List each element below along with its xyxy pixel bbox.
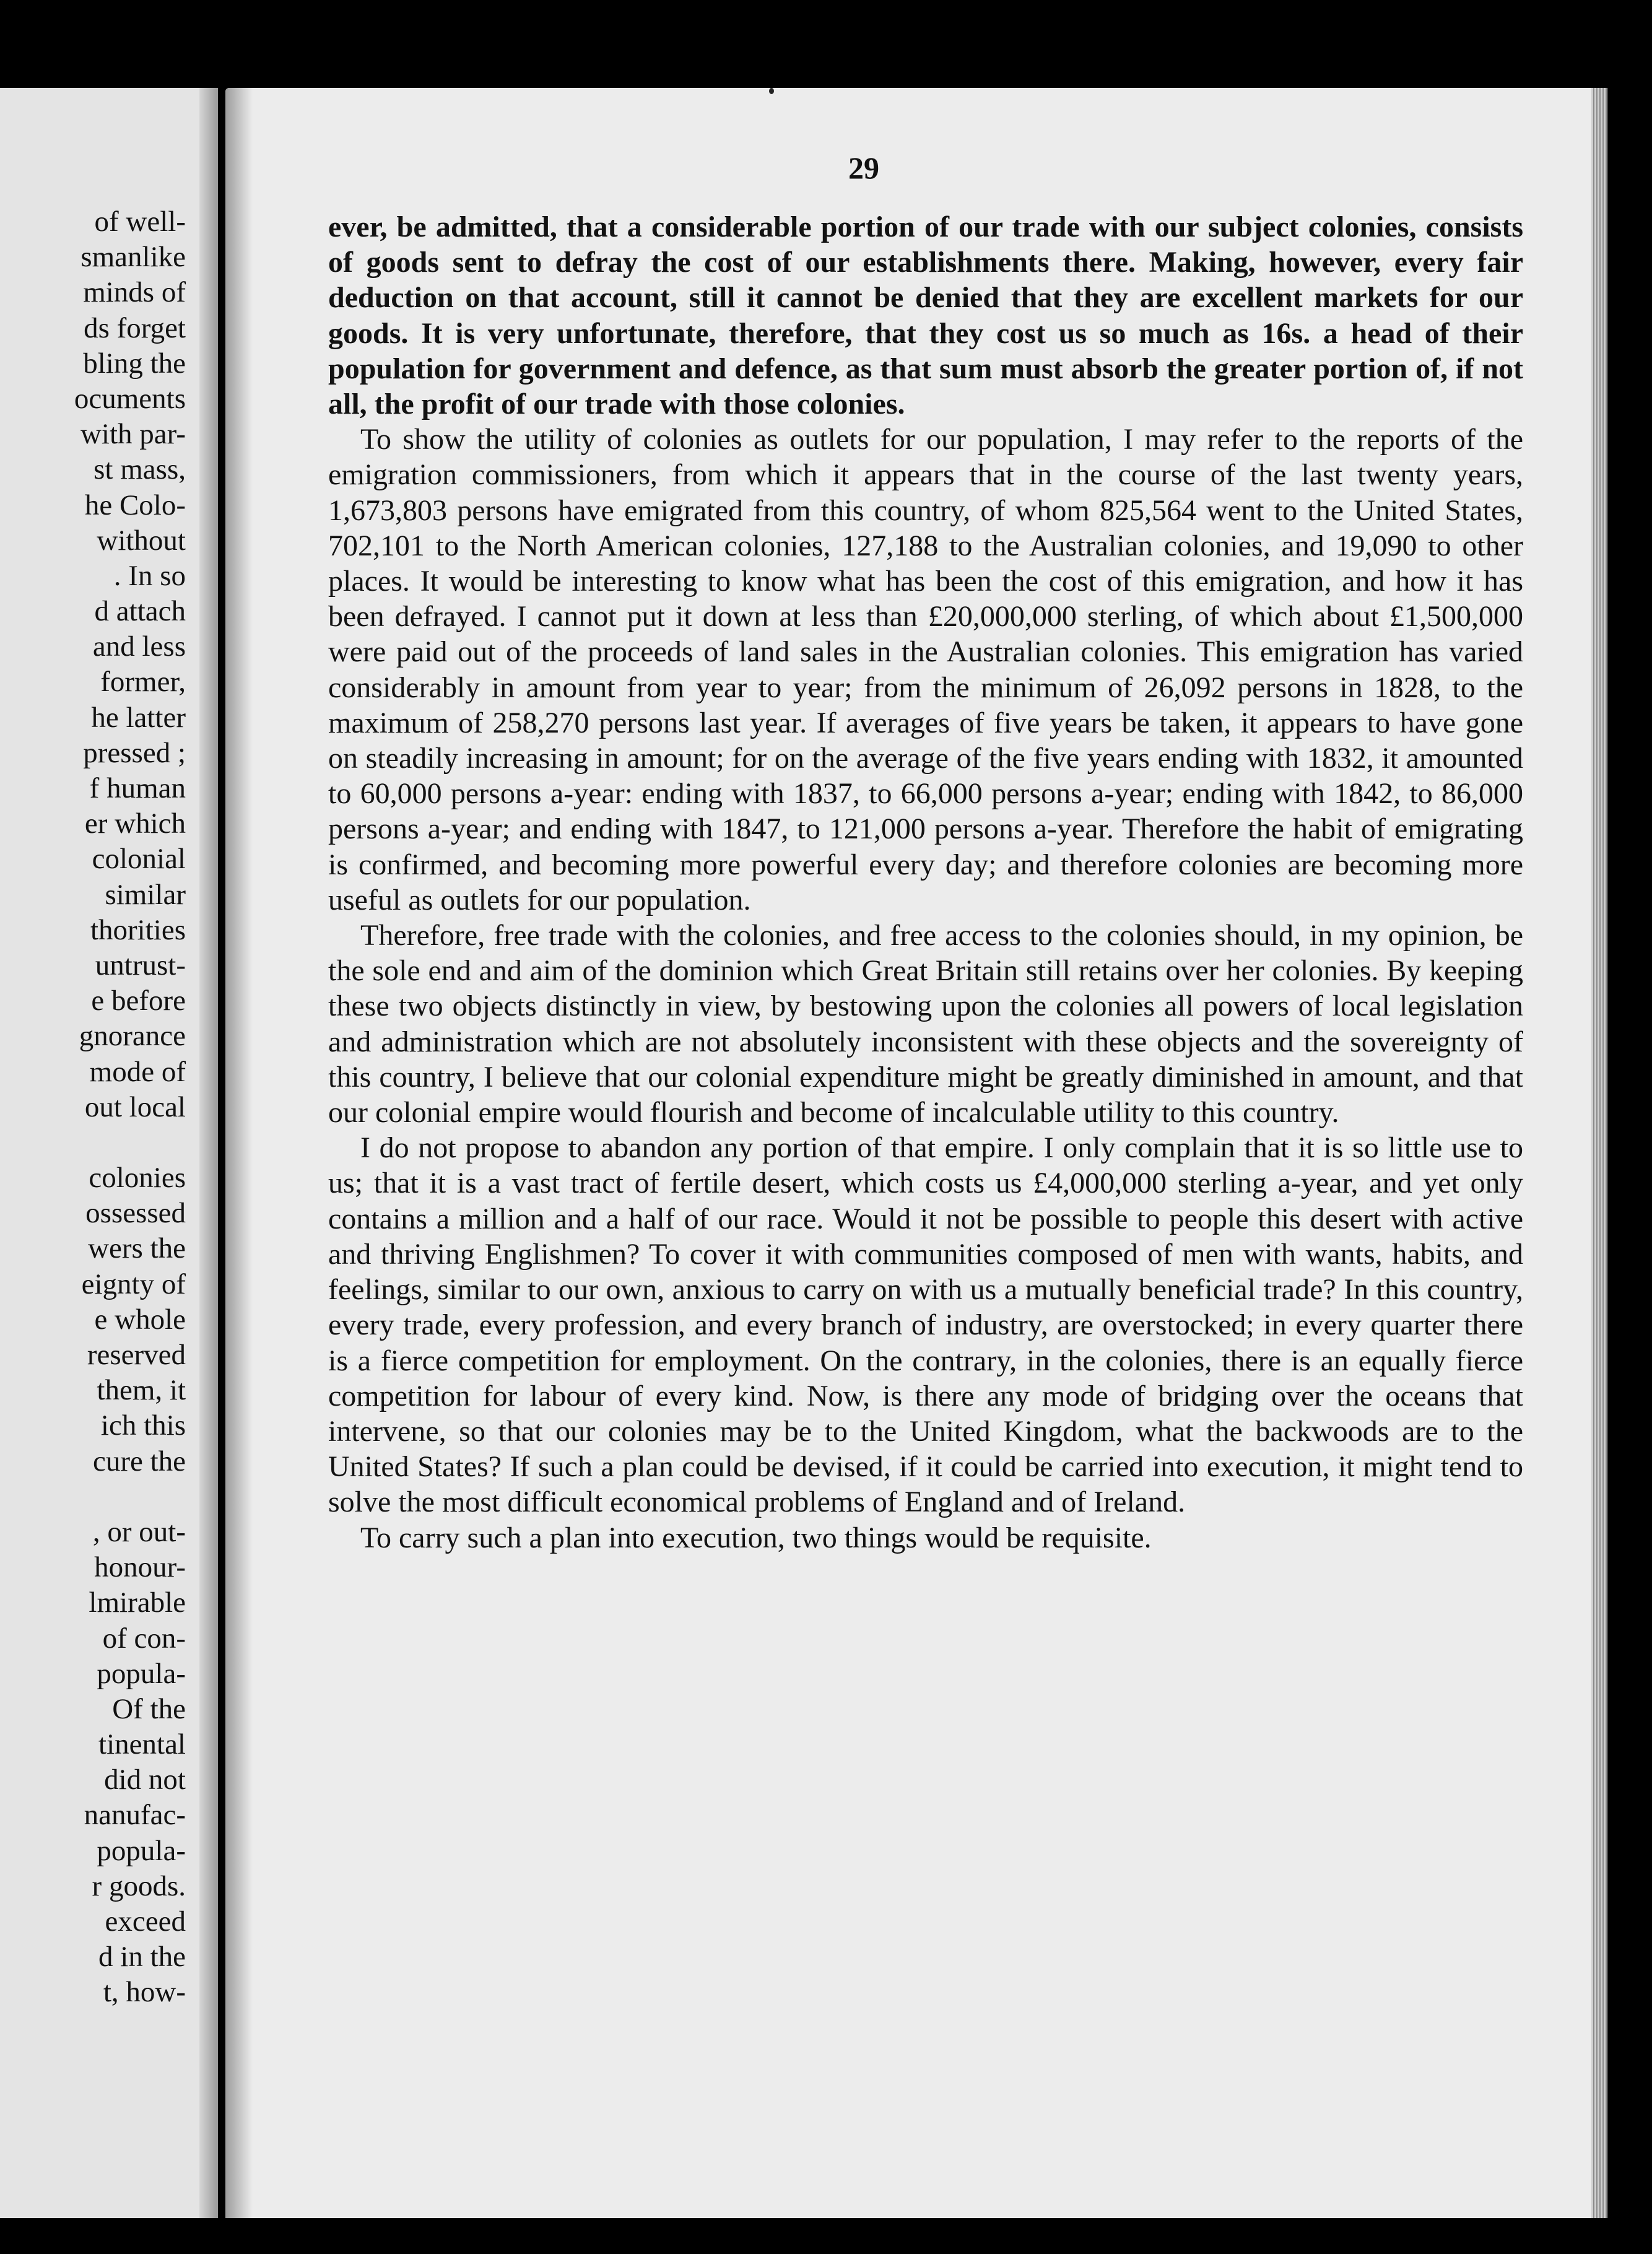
left-fragment-line: Of the [112,1692,186,1725]
left-fragment-line: and less [92,630,186,663]
ink-speck [769,88,774,94]
left-fragment-line: d in the [98,1941,186,1973]
left-fragment-line: minds of [83,276,186,309]
left-fragment-line [74,1479,186,1515]
left-fragment-line: f human [89,772,186,804]
left-fragment-line: gnorance [79,1020,186,1053]
left-fragment-line: ich this [100,1409,186,1442]
left-page-text-fragments [74,204,186,2011]
left-fragment-line: d attach [94,595,186,628]
left-fragment-line: them, it [97,1374,186,1407]
left-fragment-line: reserved [87,1339,186,1371]
paragraph-3: Therefore, free trade with the colonies, and free access to the colonies should, in my opinion, be the sole end and aim of the dominion which Great Britain still retains over her colonies. By keeping these two objects distinctly in view, by bestowing upon the colonies all powers of local legislation and administration which are not absolutely inconsistent with these objects and the sovereignty of this country, I believe that our colonial expenditure might be greatly diminished in amount, and that our colonial empire would flourish and become of incalculable utility to this country. [328,919,1523,1129]
left-fragment-line: lmirable [89,1586,186,1619]
page-edges [1591,88,1607,2218]
left-fragment-line: eignty of [81,1268,186,1300]
left-facing-page [0,88,218,2218]
left-fragment-line: ds forget [84,311,186,344]
left-fragment-line: he Colo- [84,489,186,521]
left-fragment-line: popula- [97,1834,186,1867]
paragraph-5: To carry such a plan into execution, two things would be requisite. [360,1521,1152,1554]
left-fragment-line: , or out- [92,1515,186,1548]
left-fragment-line: ossessed [85,1197,186,1230]
left-fragment-line: mode of [89,1055,186,1088]
left-fragment-line: with par- [80,418,186,451]
left-fragment-line: of con- [102,1622,186,1655]
right-page [225,88,1607,2218]
left-fragment-line: r goods. [92,1869,186,1902]
left-fragment-line: exceed [105,1905,186,1938]
left-fragment-line: former, [100,666,186,698]
left-fragment-line [74,1125,186,1160]
paragraph-4: I do not propose to abandon any portion of that empire. I only complain that it is so little use to us; that it is a vast tract of fertile desert, which costs us £4,000,000 sterling a-year, and yet only contains a million and a half of our race. Would it not be possible to people this desert with active and thriving Englishmen? To cover it with communities composed of men with wants, habits, and feelings, similar to our own, anxious to carry on with us a mutually beneficial trade? In this country, every trade, every profession, and every branch of industry, are overstocked; in every quarter there is a fierce competition for employment. On the contrary, in the colonies, there is an equally fierce competition for labour of every kind. Now, is there any mode of bridging over the oceans that intervene, so that our colonies may be to the United Kingdom, what the backwoods are to the United States? If such a plan could be devised, if it could be carried into execution, it might tend to solve the most difficult economical problems of England and of Ireland. [328,1131,1523,1519]
left-fragment-line: cure the [92,1445,186,1477]
paragraph-2: To show the utility of colonies as outlets for our population, I may refer to the reports of the emigration commissioners, from which it appears that in the course of the last twenty years, 1,673,803 persons have emigrated from this country, of whom 825,564 went to the United States, 702,101 to the North American colonies, 127,188 to the Australian colonies, and 19,090 to other places. It would be interesting to know what has been the cost of this emigration, and how it has been defrayed. I cannot put it down at less than £20,000,000 sterling, of which about £1,500,000 were paid out of the proceeds of land sales in the Australian colonies. This emigration has varied considerably in amount from year to year; from the minimum of 26,092 persons in 1828, to the maximum of 258,270 persons last year. If averages of five years be taken, it appears to have gone on steadily increasing in amount; for on the average of the five years ending with 1832, it amounted to 60,000 persons a-year: ending with 1837, to 66,000 persons a-year; ending with 1842, to 86,000 persons a-year; and ending with 1847, to 121,000 persons a-year. Therefore the habit of emigrating is confirmed, and becoming more powerful every day; and therefore colonies are becoming more useful as outlets for our population. [328,423,1523,916]
left-fragment-line: er which [84,807,186,840]
binding-shadow [225,88,253,2218]
left-page-gutter-shadow [199,88,218,2218]
left-fragment-line: . In so [113,559,186,592]
left-fragment-line: t, how- [103,1976,186,2009]
left-fragment-line: thorities [90,913,186,946]
left-fragment-line: colonial [92,843,186,876]
left-fragment-line: e whole [94,1303,186,1336]
left-fragment-line: wers the [88,1232,186,1265]
left-fragment-line: he latter [91,701,186,734]
left-fragment-line: smanlike [80,241,186,274]
left-fragment-line: of well- [94,206,186,238]
body-text [328,209,1523,1556]
left-fragment-line: e before [91,985,186,1017]
left-fragment-line: out local [84,1090,186,1123]
left-fragment-line: colonies [89,1162,186,1194]
left-fragment-line: bling the [83,347,186,380]
left-fragment-line: honour- [94,1551,186,1584]
left-fragment-line: without [97,524,186,557]
left-fragment-line: similar [105,878,186,911]
left-fragment-line: did not [104,1764,186,1796]
left-fragment-line: pressed ; [83,736,186,769]
page-number: 29 [848,150,879,185]
left-fragment-line: tinental [98,1728,186,1761]
left-fragment-line: st mass, [93,453,186,486]
paragraph-1: ever, be admitted, that a considerable portion of our trade with our subject colonies, consists of goods sent to defray the cost of our establishments there. Making, however, every fair deduction on that account, still it cannot be denied that they are excellent markets for our goods. It is very unfortunate, therefore, that they cost us so much as 16s. a head of their population for government and defence, as that sum must absorb the greater portion of, if not all, the profit of our trade with those colonies. [328,211,1523,421]
left-fragment-line: popula- [97,1657,186,1690]
left-fragment-line: nanufac- [84,1799,186,1832]
left-fragment-line: untrust- [95,949,186,981]
left-fragment-line: ocuments [74,382,186,415]
